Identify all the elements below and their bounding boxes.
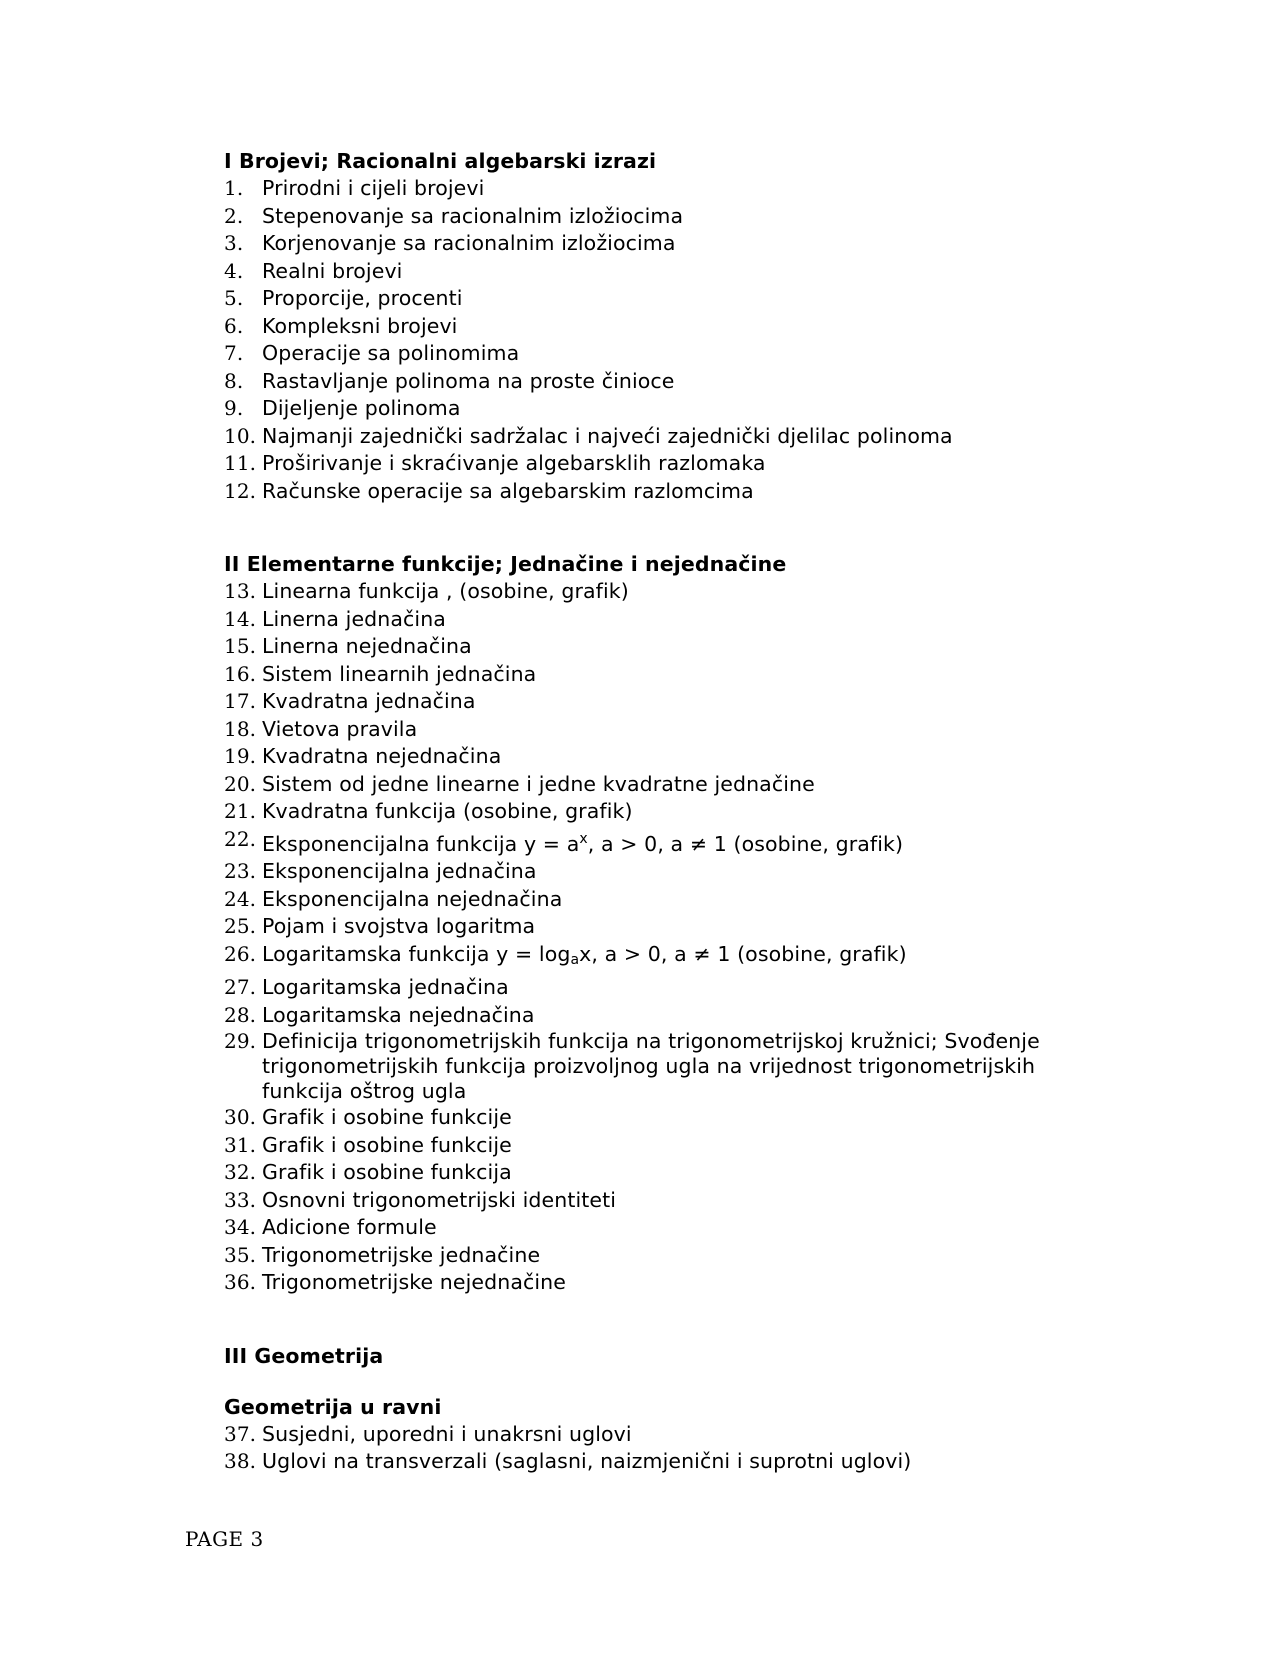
spacer [224, 1370, 1104, 1394]
list-item [224, 578, 1104, 606]
item-text: Logaritamska nejednačina [262, 1002, 535, 1027]
subscript: a [570, 951, 580, 968]
footer-page-number: 3 [250, 1527, 264, 1551]
list-item [224, 743, 1104, 771]
footer-label: PAGE [185, 1527, 244, 1551]
item-number: 7. [224, 341, 244, 365]
list-item [224, 798, 1104, 826]
item-number: 37. [224, 1421, 257, 1446]
item-number: 13. [224, 579, 257, 603]
item-text: Prirodni i cijeli brojevi [262, 176, 485, 200]
list-item [224, 913, 1104, 941]
item-text: Trigonometrijske nejednačine [262, 1270, 566, 1294]
item-number: 31. [224, 1132, 257, 1157]
item-number: 33. [224, 1187, 257, 1212]
item-number: 15. [224, 634, 257, 658]
list-item [224, 478, 1104, 506]
item-text: Sistem od jedne linearne i jedne kvadratne jednačine [262, 771, 815, 796]
spacer [224, 1297, 1104, 1343]
item-number: 8. [224, 368, 244, 393]
superscript: x [579, 830, 588, 847]
item-number: 16. [224, 661, 257, 686]
item-text-part: Eksponencijalna funkcija y = a [262, 831, 580, 856]
item-text-part: x, a > 0, a ≠ 1 (osobine, grafik) [579, 941, 907, 966]
item-text: Proporcije, procenti [262, 286, 463, 310]
section-heading-3: III Geometrija [224, 1343, 384, 1368]
item-number: 14. [224, 606, 257, 631]
list-item [224, 716, 1104, 744]
item-text: Realni brojevi [262, 258, 403, 283]
item-text: Adicione formule [262, 1215, 437, 1239]
item-text: Kvadratna nejednačina [262, 744, 502, 768]
spacer [224, 505, 1104, 551]
list-item [224, 661, 1104, 689]
section-heading-2: II Elementarne funkcije; Jednačine i nejednačine [224, 552, 787, 576]
item-text: Dijeljenje polinoma [262, 396, 461, 420]
list-item [224, 941, 1104, 975]
item-text: Najmanji zajednički sadržalac i najveći zajednički djelilac polinoma [262, 423, 953, 448]
list-item [224, 688, 1104, 716]
list-item [224, 285, 1104, 313]
list-item [224, 450, 1104, 478]
section-subheading: Geometrija u ravni [224, 1394, 442, 1419]
list-item [224, 1029, 1104, 1104]
list-item [224, 826, 1104, 859]
list-item [224, 1002, 1104, 1030]
item-number: 17. [224, 689, 257, 713]
list-item [224, 368, 1104, 396]
item-number: 18. [224, 716, 257, 741]
item-number: 19. [224, 744, 257, 768]
item-number: 10. [224, 423, 257, 448]
item-text [262, 941, 1104, 975]
item-text: Sistem linearnih jednačina [262, 661, 537, 686]
list-item [224, 313, 1104, 341]
item-text: Korjenovanje sa racionalnim izložiocima [262, 231, 676, 255]
item-number: 4. [224, 258, 244, 283]
item-text: Kompleksni brojevi [262, 313, 458, 338]
page-content [224, 148, 1104, 1476]
item-text: Grafik i osobine funkcija [262, 1160, 512, 1184]
item-number: 6. [224, 313, 244, 338]
item-text: Grafik i osobine funkcije [262, 1105, 512, 1129]
item-text: Operacije sa polinomima [262, 341, 520, 365]
item-text: Kvadratna funkcija (osobine, grafik) [262, 799, 633, 823]
item-text: Osnovni trigonometrijski identiteti [262, 1187, 617, 1212]
list-item [224, 1187, 1104, 1215]
list-item [224, 606, 1104, 634]
item-number: 3. [224, 231, 244, 255]
item-text: Trigonometrijske jednačine [262, 1242, 541, 1267]
item-text: Eksponencijalna nejednačina [262, 886, 563, 911]
item-text [262, 826, 1104, 859]
list-item [224, 858, 1104, 886]
item-number: 25. [224, 914, 257, 938]
list-item [224, 1214, 1104, 1242]
item-number: 32. [224, 1160, 257, 1184]
list-item [224, 230, 1104, 258]
list-item [224, 175, 1104, 203]
item-text: Linerna jednačina [262, 606, 446, 631]
section-heading-1: I Brojevi; Racionalni algebarski izrazi [224, 149, 657, 173]
item-number: 9. [224, 396, 244, 420]
list-item [224, 974, 1104, 1002]
list-item [224, 258, 1104, 286]
item-number: 27. [224, 975, 257, 999]
list-item [224, 1242, 1104, 1270]
item-text: Linearna funkcija , (osobine, grafik) [262, 579, 629, 603]
item-number: 28. [224, 1002, 257, 1027]
list-item [224, 771, 1104, 799]
item-text: Definicija trigonometrijskih funkcija na trigonometrijskoj kružnici; Svođenje trigonometrijskih funkcija proizvoljnog ugla na vrijednost trigonometrijskih funkcija oštrog ugla [262, 1029, 1040, 1103]
list-item [224, 1159, 1104, 1187]
list-item [224, 1269, 1104, 1297]
item-text: Linerna nejednačina [262, 634, 472, 658]
list-item [224, 340, 1104, 368]
item-number: 30. [224, 1105, 257, 1129]
item-number: 34. [224, 1215, 257, 1239]
list-item [224, 203, 1104, 231]
item-number: 1. [224, 176, 244, 200]
item-text: Stepenovanje sa racionalnim izložiocima [262, 203, 684, 228]
list-item [224, 1132, 1104, 1160]
item-number: 38. [224, 1449, 257, 1473]
item-number: 2. [224, 203, 244, 228]
item-number: 36. [224, 1270, 257, 1294]
item-text-part: , a > 0, a ≠ 1 (osobine, grafik) [587, 831, 904, 856]
item-number: 22. [224, 826, 257, 851]
item-number: 24. [224, 886, 257, 911]
list-item [224, 1448, 1104, 1476]
item-number: 26. [224, 941, 257, 966]
item-text: Uglovi na transverzali (saglasni, naizmjenični i suprotni uglovi) [262, 1449, 912, 1473]
item-number: 21. [224, 799, 257, 823]
list-item [224, 423, 1104, 451]
list-item [224, 1421, 1104, 1449]
item-text: Proširivanje i skraćivanje algebarsklih razlomaka [262, 451, 766, 475]
item-text: Logaritamska jednačina [262, 975, 509, 999]
list-item [224, 886, 1104, 914]
item-number: 23. [224, 859, 257, 883]
item-text: Kvadratna jednačina [262, 689, 476, 713]
item-number: 5. [224, 286, 244, 310]
item-text: Pojam i svojstva logaritma [262, 914, 536, 938]
item-text: Računske operacije sa algebarskim razlomcima [262, 478, 754, 503]
list-item [224, 633, 1104, 661]
item-text: Eksponencijalna jednačina [262, 859, 537, 883]
list-item [224, 395, 1104, 423]
item-number: 12. [224, 478, 257, 503]
item-number: 35. [224, 1242, 257, 1267]
item-text: Susjedni, uporedni i unakrsni uglovi [262, 1421, 632, 1446]
item-text: Grafik i osobine funkcije [262, 1132, 512, 1157]
item-number: 20. [224, 771, 257, 796]
item-text: Vietova pravila [262, 716, 418, 741]
page-footer [185, 1527, 264, 1551]
list-item [224, 1104, 1104, 1132]
item-number: 29. [224, 1029, 257, 1053]
item-text-part: Logaritamska funkcija y = log [262, 941, 571, 966]
item-number: 11. [224, 451, 257, 475]
item-text: Rastavljanje polinoma na proste činioce [262, 368, 675, 393]
